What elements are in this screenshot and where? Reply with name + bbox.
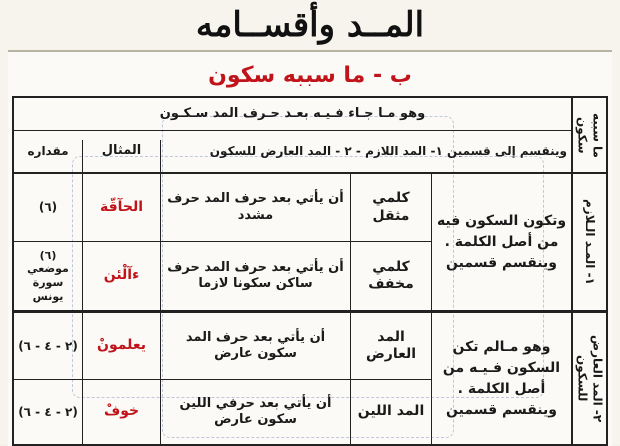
lazim-description: وتكون السكون فيه من أصل الكلمة . وينقسم قسمين [436,212,567,271]
division-row: وينقسم إلى قسمين ١- المد اللازم - ٢ - المد العارض للسكون [209,144,567,158]
type-cell: المد اللين [357,403,425,420]
page-title: المــد وأقســامه [195,5,425,45]
condition-cell: أن يأتي بعد حرفي اللين سكون عارض [179,395,332,427]
example-cell: ءآلْئن [103,267,140,284]
header-amount: مقداره [27,144,69,158]
table-border-right [606,96,608,446]
section-subtitle: ب - ما سببه سكون [208,62,412,88]
example-cell: خوفْ [103,403,140,420]
amount-cell: (٦) موضعي سورة يونس [27,248,69,303]
side-label-lazim: ١- المـد الـلازم [583,199,597,285]
condition-cell: أن يأتي بعد حرف المد حرف ساكن سكونا لازما [167,259,344,291]
arid-description: وهو مـالم تكن السكون فـيـه من أصل الكلمة . وينقسم قسمين [442,338,561,418]
amount-cell: (٦) [38,200,58,214]
sheet [8,50,612,446]
example-cell: الحآقّة [99,198,144,215]
definition-row: وهو مـا جـاء فـيـه بعـد حـرف المد سـكـون [159,105,426,121]
type-cell: كلمي مثقل [372,190,410,224]
rules-table [12,96,608,446]
condition-cell: أن يأتي بعد حرف المد حرف مشدد [167,191,344,223]
type-cell: كلمي مخفف [368,258,414,292]
side-label-main: ما سببه سكون [575,112,605,158]
type-cell: المد العارض [365,328,417,362]
amount-cell: (٢ - ٤ - ٦) [18,404,78,419]
side-label-arid: ٢- المد العارض للسكون [575,334,605,423]
amount-cell: (٢ - ٤ - ٦) [18,338,78,353]
example-cell: يعلمونْ [97,337,146,354]
header-example: المثال [101,143,142,159]
condition-cell: أن يأتي بعد حرف المد سكون عارض [185,329,326,361]
